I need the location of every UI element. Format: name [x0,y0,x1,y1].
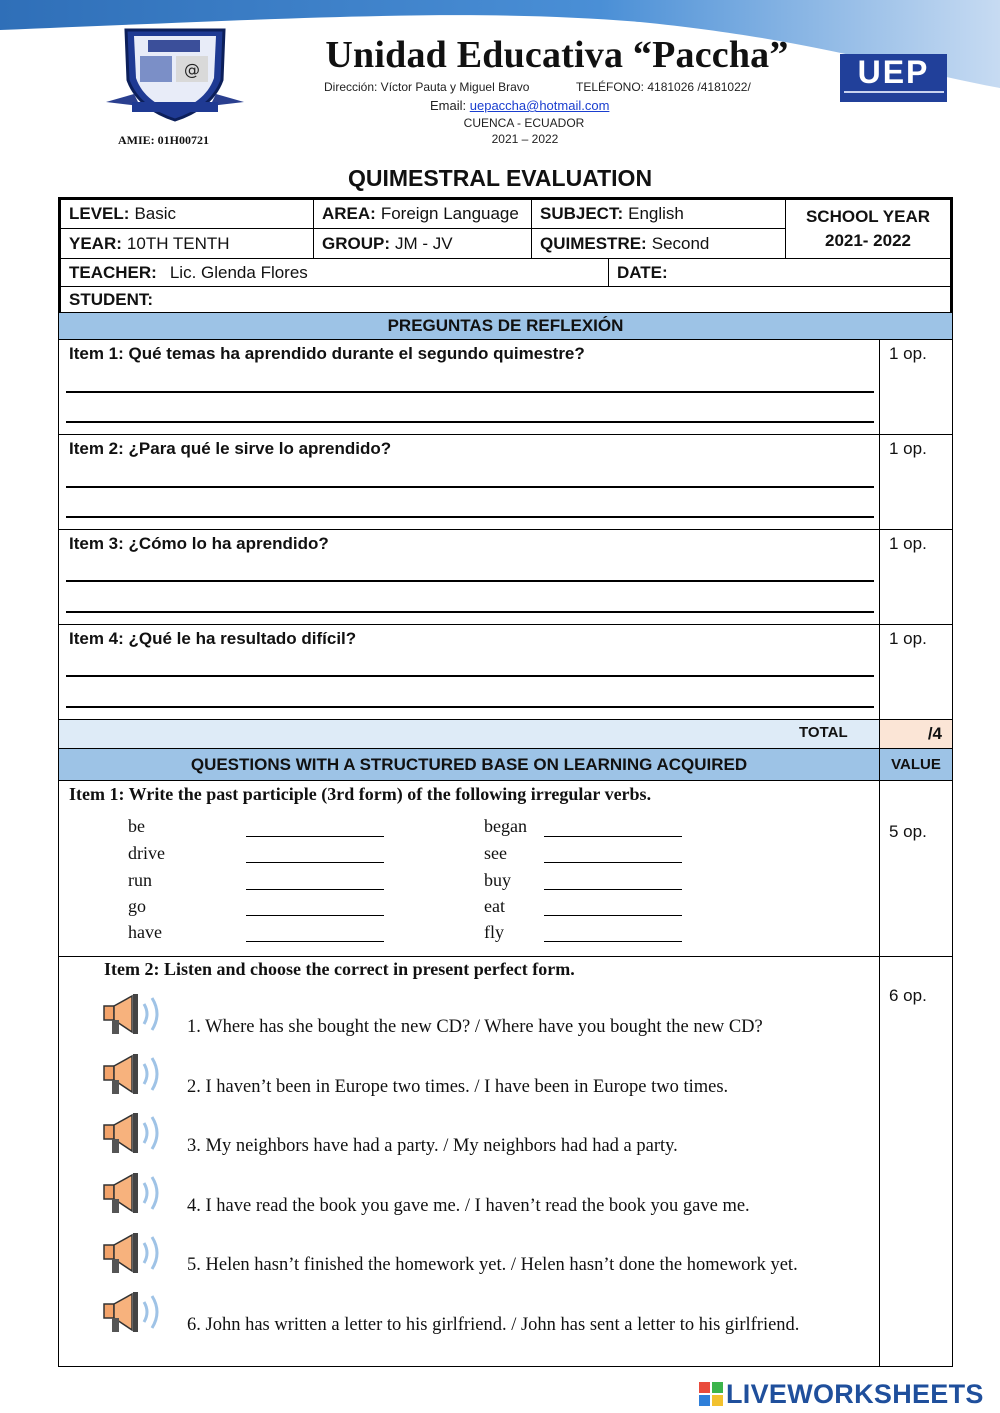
student-cell[interactable] [60,286,951,313]
answer-line[interactable] [66,486,874,488]
group-value: JM - JV [395,233,453,253]
verb-right: fly [484,922,504,942]
structured-item-1 [58,780,880,957]
student-label: STUDENT: [69,289,154,309]
listening-sentence: 3. My neighbors have had a party. / My neighbors had had a party. [187,1136,678,1156]
reflection-points-1: 1 op. [889,344,927,363]
verb-right: see [484,843,507,863]
answer-line[interactable] [66,391,874,393]
verb-left: drive [128,843,165,863]
reflection-points-2: 1 op. [889,439,927,458]
school-crest-logo [104,22,246,122]
school-year-label: SCHOOL YEAR [805,207,931,226]
year-value: 10TH TENTH [126,233,230,253]
listening-sentence: 1. Where has she bought the new CD? / Where have you bought the new CD? [187,1017,763,1037]
uep-logo-text: UEP [857,54,930,90]
reflection-question-3: Item 3: ¿Cómo lo ha aprendido? [69,534,329,553]
answer-blank[interactable] [544,915,682,916]
answer-blank[interactable] [544,862,682,863]
school-phone: TELÉFONO: 4181026 /4181022/ [576,80,751,94]
level-cell [60,199,314,229]
school-year-value: 2021- 2022 [824,231,912,250]
school-address: Dirección: Víctor Pauta y Miguel Bravo [324,80,530,94]
speaker-icon[interactable] [102,1231,166,1275]
area-cell [313,199,532,229]
email-link[interactable]: uepaccha@hotmail.com [469,98,610,113]
speaker-icon[interactable] [102,1052,166,1096]
subject-value: English [628,204,684,223]
verb-left: be [128,816,145,836]
answer-line[interactable] [66,675,874,677]
area-value: Foreign Language [380,204,519,223]
answer-blank[interactable] [544,941,682,942]
listening-sentence: 5. Helen hasn’t finished the homework yet. / Helen hasn’t done the homework yet. [187,1255,798,1275]
liveworksheets-logo-icon [698,1381,726,1407]
teacher-label: TEACHER: [69,262,157,282]
speaker-icon[interactable] [102,1111,166,1155]
liveworksheets-brand [698,1378,984,1410]
reflection-points-3: 1 op. [889,534,927,553]
reflection-question-1: Item 1: Qué temas ha aprendido durante el segundo quimestre? [69,344,585,363]
liveworksheets-text: LIVEWORKSHEETS [726,1378,984,1409]
quimestre-cell [531,228,786,259]
year-cell [60,228,314,259]
answer-line[interactable] [66,516,874,518]
svg-text:@: @ [184,60,200,79]
answer-blank[interactable] [246,889,384,890]
total-row [58,719,880,749]
subject-cell [531,199,786,229]
structured-heading: QUESTIONS WITH A STRUCTURED BASE ON LEARNING ACQUIRED [58,748,880,781]
answer-blank[interactable] [246,915,384,916]
verb-right: eat [484,896,505,916]
listening-sentence: 4. I have read the book you gave me. / I haven’t read the book you gave me. [187,1196,750,1216]
answer-blank[interactable] [246,941,384,942]
verb-left: have [128,922,162,942]
total-label: TOTAL [799,724,848,741]
level-label: LEVEL: [69,204,130,223]
structured-points-1: 5 op. [889,822,927,841]
group-cell [313,228,532,259]
listening-sentence: 2. I haven’t been in Europe two times. / I have been in Europe two times. [187,1077,729,1097]
total-value: /4 [879,719,953,749]
quimestre-value: Second [651,233,710,253]
reflection-question-2: Item 2: ¿Para qué le sirve lo aprendido? [69,439,392,458]
uep-logo-tagline [844,91,944,93]
verb-right: buy [484,870,511,890]
email-label: Email: [430,98,467,113]
structured-question-1: Item 1: Write the past participle (3rd form) of the following irregular verbs. [69,784,652,804]
reflection-question-4: Item 4: ¿Qué le ha resultado difícil? [69,629,357,648]
year-label: YEAR: [69,233,122,253]
reflection-points-4: 1 op. [889,629,927,648]
school-city: CUENCA - ECUADOR [463,116,585,130]
answer-blank[interactable] [544,836,682,837]
structured-question-2: Item 2: Listen and choose the correct in present perfect form. [104,959,575,979]
quimestre-label: QUIMESTRE: [540,233,647,253]
level-value: Basic [134,204,177,223]
speaker-icon[interactable] [102,992,166,1036]
speaker-icon[interactable] [102,1290,166,1334]
teacher-cell [60,258,609,287]
school-year-cell [785,199,951,259]
listening-sentence: 6. John has written a letter to his girlfriend. / John has sent a letter to his girlfriend. [187,1315,800,1335]
evaluation-title: QUIMESTRAL EVALUATION [347,165,653,191]
school-name: Unidad Educativa “Paccha” [325,34,789,76]
structured-points-2: 6 op. [889,986,927,1005]
subject-label: SUBJECT: [540,204,624,223]
verb-left: go [128,896,146,916]
answer-line[interactable] [66,580,874,582]
date-cell[interactable] [608,258,951,287]
structured-points-1-cell [879,780,953,957]
answer-line[interactable] [66,611,874,613]
area-label: AREA: [322,204,376,223]
answer-blank[interactable] [246,836,384,837]
verb-right: began [484,816,527,836]
date-label: DATE: [617,262,668,282]
email-line [430,98,609,113]
answer-line[interactable] [66,421,874,423]
answer-blank[interactable] [246,862,384,863]
school-years: 2021 – 2022 [491,132,559,146]
value-heading: VALUE [879,748,953,781]
answer-line[interactable] [66,706,874,708]
group-label: GROUP: [322,233,390,253]
verb-left: run [128,870,152,890]
amie-code: AMIE: 01H00721 [118,133,209,147]
teacher-value: Lic. Glenda Flores [169,262,308,282]
structured-points-2-cell [879,956,953,1367]
answer-blank[interactable] [544,889,682,890]
reflection-heading: PREGUNTAS DE REFLEXIÓN [58,312,953,340]
speaker-icon[interactable] [102,1171,166,1215]
uep-logo [840,54,947,102]
